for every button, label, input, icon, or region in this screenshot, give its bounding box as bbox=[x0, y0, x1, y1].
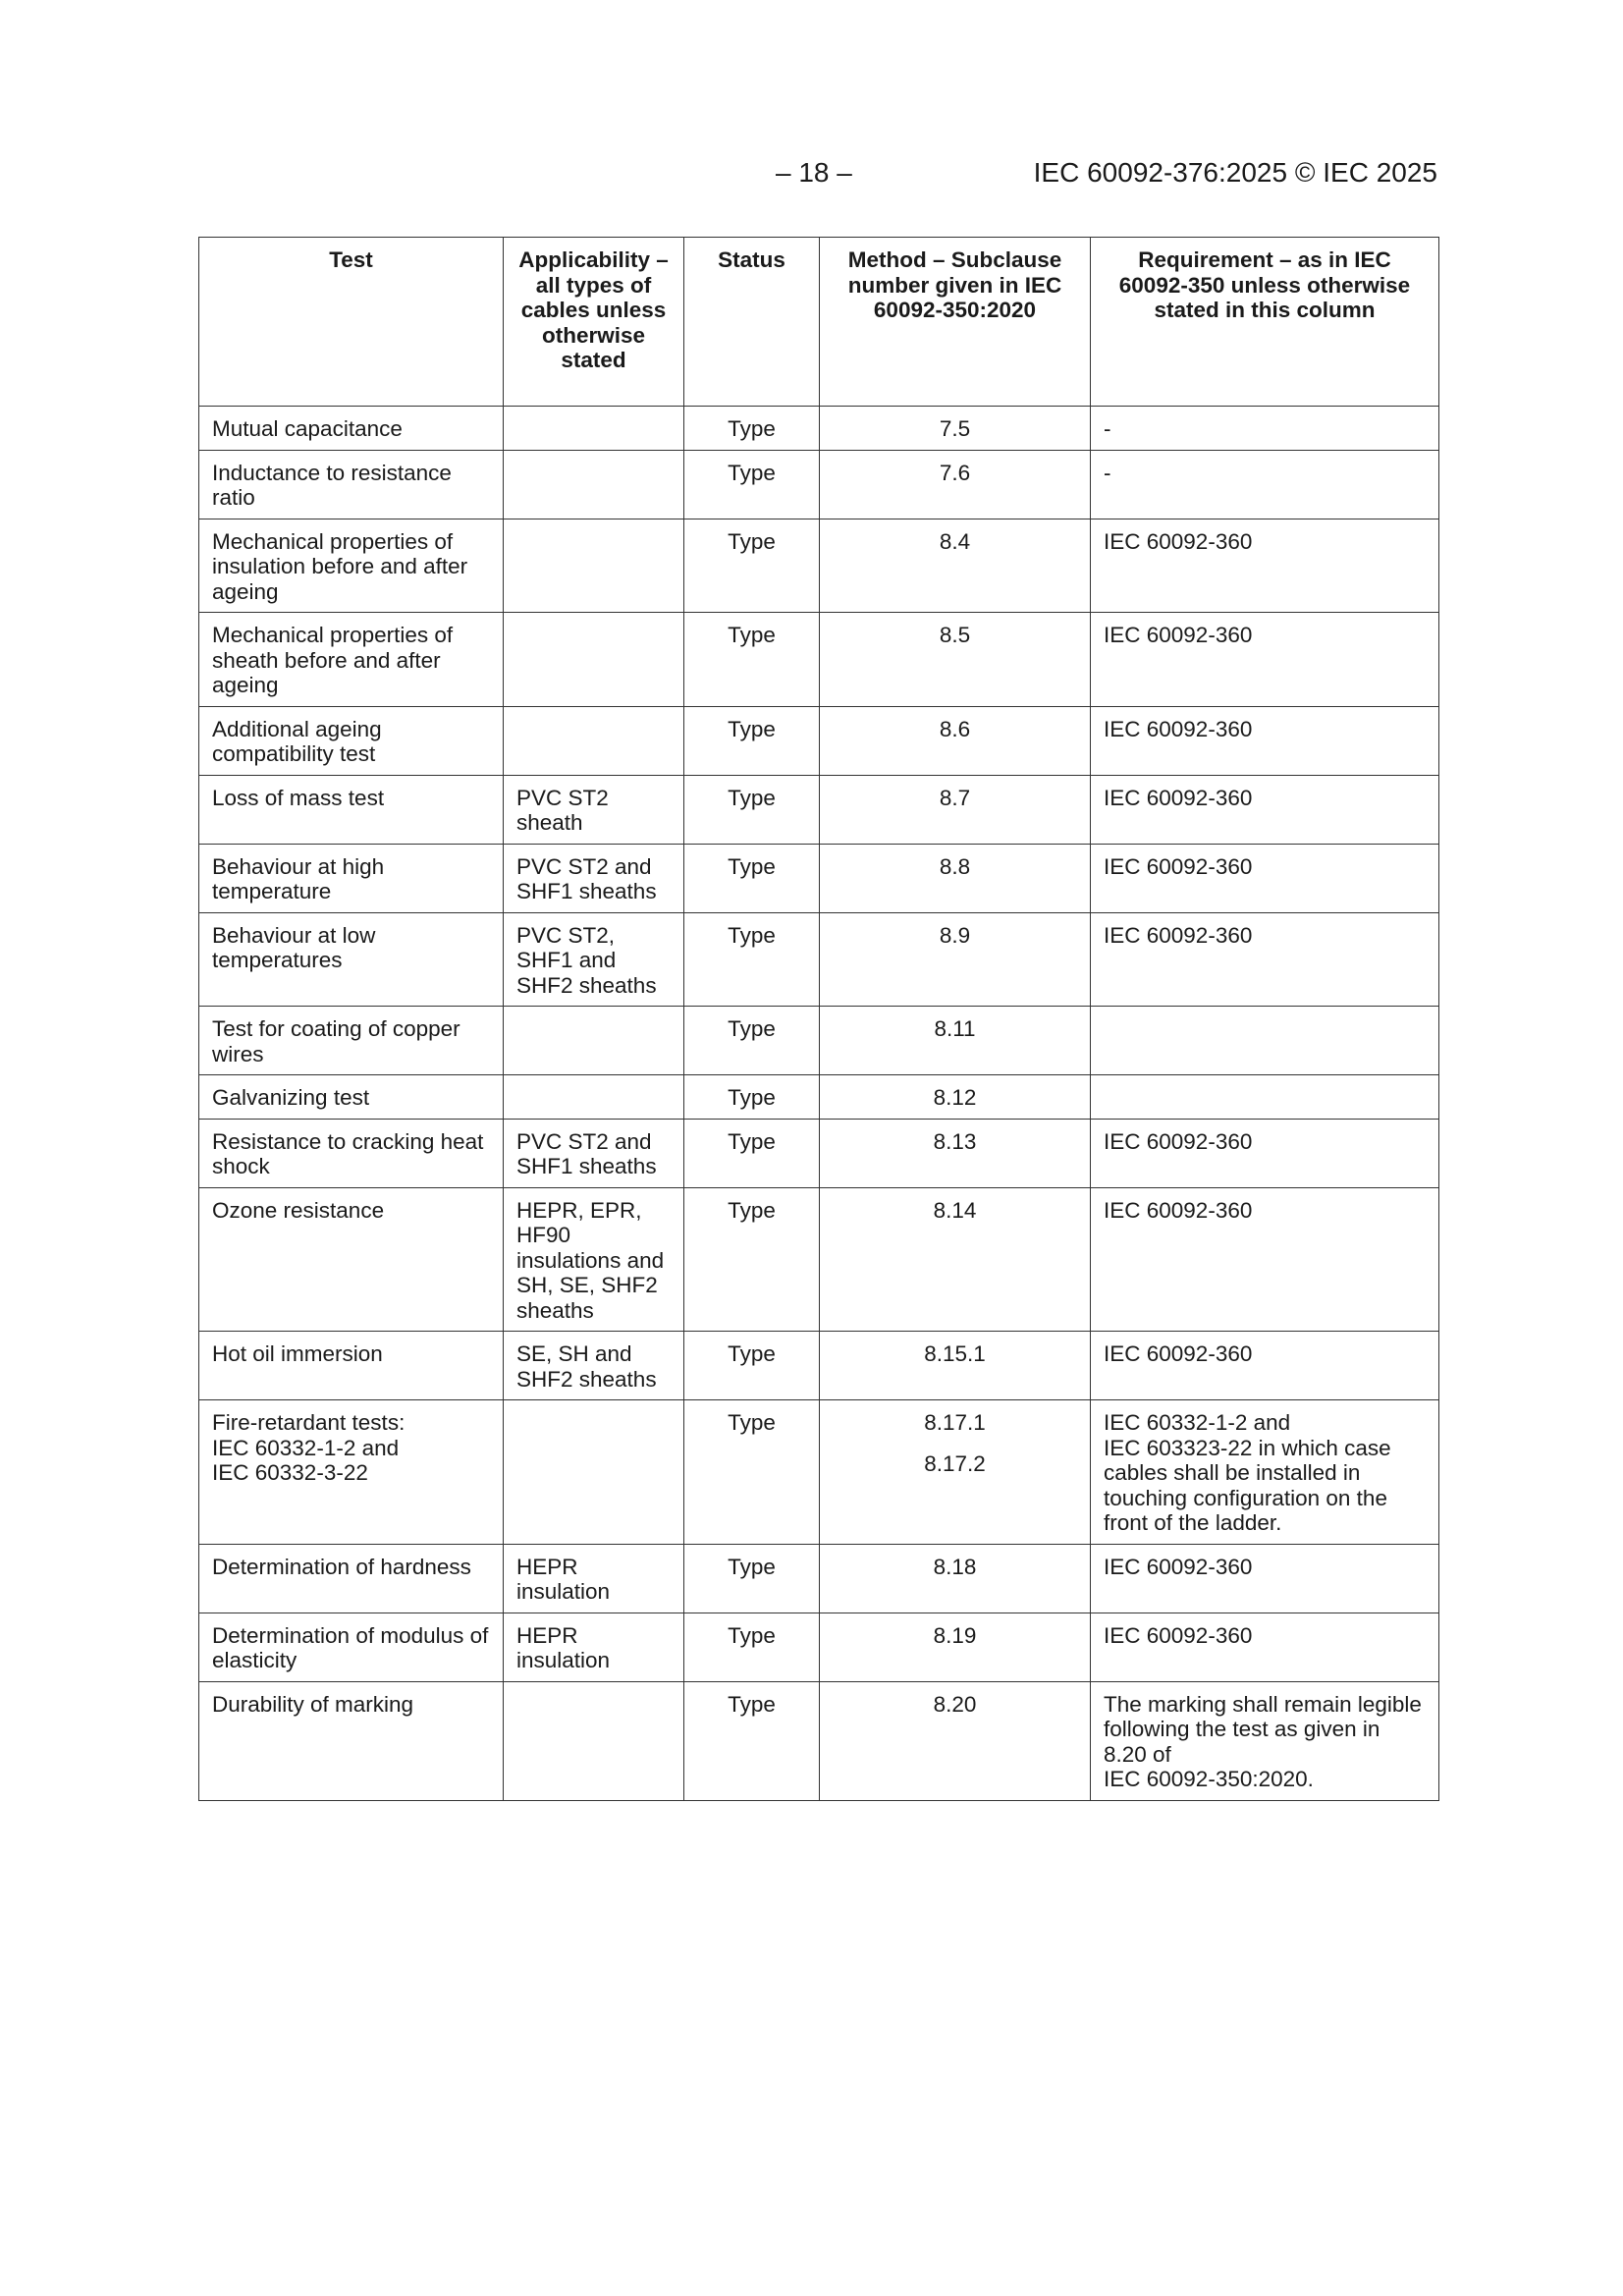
cell-applicability: PVC ST2 and SHF1 sheaths bbox=[504, 844, 684, 912]
method-subclause: 8.15.1 bbox=[924, 1341, 986, 1366]
cell-applicability bbox=[504, 1400, 684, 1545]
cell-method bbox=[820, 519, 1091, 613]
cell-status: Type bbox=[684, 1187, 820, 1332]
cell-requirement: IEC 60092-360 bbox=[1091, 1613, 1439, 1681]
cell-test: Fire-retardant tests: IEC 60332-1-2 and IEC 60332-3-22 bbox=[199, 1400, 504, 1545]
table-row bbox=[199, 706, 1439, 775]
method-subclause: 8.20 bbox=[933, 1691, 977, 1717]
cell-test: Additional ageing compatibility test bbox=[199, 706, 504, 775]
cell-method bbox=[820, 1544, 1091, 1613]
table-header-row bbox=[199, 238, 1439, 407]
method-subclause: 8.13 bbox=[933, 1128, 977, 1154]
cell-applicability: HEPR insulation bbox=[504, 1544, 684, 1613]
table-body bbox=[199, 407, 1439, 1801]
method-subclause: 8.4 bbox=[939, 528, 971, 554]
cell-requirement: IEC 60332-1-2 and IEC 603323-22 in which case cables shall be installed in touching configuration on the front of the ladder. bbox=[1091, 1400, 1439, 1545]
cell-method bbox=[820, 407, 1091, 451]
cell-method bbox=[820, 912, 1091, 1007]
cell-method bbox=[820, 706, 1091, 775]
method-subclause: 7.5 bbox=[939, 416, 971, 441]
cell-status: Type bbox=[684, 706, 820, 775]
table-row bbox=[199, 1119, 1439, 1187]
cell-applicability bbox=[504, 613, 684, 707]
cell-method bbox=[820, 844, 1091, 912]
cell-status: Type bbox=[684, 775, 820, 844]
cell-requirement bbox=[1091, 1007, 1439, 1075]
cell-method bbox=[820, 1187, 1091, 1332]
column-header-requirement: Requirement – as in IEC 60092-350 unless otherwise stated in this column bbox=[1091, 238, 1439, 407]
cell-status: Type bbox=[684, 1075, 820, 1120]
column-header-method: Method – Subclause number given in IEC 60092-350:2020 bbox=[820, 238, 1091, 407]
cell-method bbox=[820, 1332, 1091, 1400]
table-row bbox=[199, 450, 1439, 519]
cell-method bbox=[820, 1681, 1091, 1800]
table-row bbox=[199, 1007, 1439, 1075]
table-row bbox=[199, 1544, 1439, 1613]
table-row bbox=[199, 1075, 1439, 1120]
cell-status: Type bbox=[684, 613, 820, 707]
cell-applicability: HEPR insulation bbox=[504, 1613, 684, 1681]
cell-method bbox=[820, 1613, 1091, 1681]
cell-requirement: IEC 60092-360 bbox=[1091, 613, 1439, 707]
cell-test: Mechanical properties of sheath before and after ageing bbox=[199, 613, 504, 707]
method-subclause: 8.12 bbox=[933, 1085, 977, 1110]
cell-status: Type bbox=[684, 1400, 820, 1545]
cell-applicability bbox=[504, 407, 684, 451]
table-row bbox=[199, 1400, 1439, 1545]
table-row bbox=[199, 775, 1439, 844]
cell-requirement: IEC 60092-360 bbox=[1091, 912, 1439, 1007]
cell-test: Durability of marking bbox=[199, 1681, 504, 1800]
cell-method bbox=[820, 1075, 1091, 1120]
cell-method bbox=[820, 1007, 1091, 1075]
method-subclause: 8.9 bbox=[939, 922, 971, 948]
page-header bbox=[196, 157, 1437, 196]
cell-applicability bbox=[504, 1075, 684, 1120]
method-subclause: 8.18 bbox=[933, 1554, 977, 1579]
table-row bbox=[199, 613, 1439, 707]
cell-status: Type bbox=[684, 1681, 820, 1800]
cell-requirement: The marking shall remain legible following the test as given in 8.20 of IEC 60092-350:2020. bbox=[1091, 1681, 1439, 1800]
cell-requirement: - bbox=[1091, 407, 1439, 451]
method-subclause: 7.6 bbox=[939, 460, 971, 485]
page-number: – 18 – bbox=[776, 157, 852, 188]
cell-status: Type bbox=[684, 1544, 820, 1613]
method-subclause: 8.14 bbox=[933, 1197, 977, 1223]
cell-requirement: IEC 60092-360 bbox=[1091, 706, 1439, 775]
cell-test: Resistance to cracking heat shock bbox=[199, 1119, 504, 1187]
cell-applicability: PVC ST2 sheath bbox=[504, 775, 684, 844]
cell-test: Mutual capacitance bbox=[199, 407, 504, 451]
cell-applicability: HEPR, EPR, HF90 insulations and SH, SE, SHF2 sheaths bbox=[504, 1187, 684, 1332]
method-subclause: 8.19 bbox=[933, 1622, 977, 1648]
cell-test: Hot oil immersion bbox=[199, 1332, 504, 1400]
cell-applicability bbox=[504, 450, 684, 519]
cell-method bbox=[820, 450, 1091, 519]
table-row bbox=[199, 519, 1439, 613]
cell-test: Determination of hardness bbox=[199, 1544, 504, 1613]
cell-applicability bbox=[504, 1681, 684, 1800]
method-subclause: 8.6 bbox=[939, 716, 971, 741]
cell-test: Ozone resistance bbox=[199, 1187, 504, 1332]
cell-method bbox=[820, 1400, 1091, 1545]
cell-test: Loss of mass test bbox=[199, 775, 504, 844]
cell-status: Type bbox=[684, 1613, 820, 1681]
cell-status: Type bbox=[684, 450, 820, 519]
cell-status: Type bbox=[684, 1332, 820, 1400]
cell-test: Inductance to resistance ratio bbox=[199, 450, 504, 519]
cell-test: Test for coating of copper wires bbox=[199, 1007, 504, 1075]
cell-requirement: IEC 60092-360 bbox=[1091, 775, 1439, 844]
table-row bbox=[199, 912, 1439, 1007]
test-requirements-table bbox=[198, 237, 1439, 1801]
cell-applicability: SE, SH and SHF2 sheaths bbox=[504, 1332, 684, 1400]
column-header-test: Test bbox=[199, 238, 504, 407]
cell-method bbox=[820, 775, 1091, 844]
method-subclause: 8.17.1 bbox=[924, 1410, 986, 1435]
cell-method bbox=[820, 1119, 1091, 1187]
cell-test: Determination of modulus of elasticity bbox=[199, 1613, 504, 1681]
table-row bbox=[199, 1681, 1439, 1800]
column-header-applicability: Applicability – all types of cables unless otherwise stated bbox=[504, 238, 684, 407]
cell-requirement: IEC 60092-360 bbox=[1091, 1544, 1439, 1613]
cell-requirement: - bbox=[1091, 450, 1439, 519]
document-reference: IEC 60092-376:2025 © IEC 2025 bbox=[1033, 157, 1437, 188]
cell-status: Type bbox=[684, 1007, 820, 1075]
cell-test: Mechanical properties of insulation before and after ageing bbox=[199, 519, 504, 613]
table-row bbox=[199, 1332, 1439, 1400]
cell-requirement: IEC 60092-360 bbox=[1091, 844, 1439, 912]
cell-test: Galvanizing test bbox=[199, 1075, 504, 1120]
cell-applicability bbox=[504, 706, 684, 775]
cell-status: Type bbox=[684, 912, 820, 1007]
table-row bbox=[199, 407, 1439, 451]
method-subclause: 8.11 bbox=[934, 1016, 976, 1041]
table-row bbox=[199, 844, 1439, 912]
table-row bbox=[199, 1187, 1439, 1332]
cell-status: Type bbox=[684, 1119, 820, 1187]
cell-requirement: IEC 60092-360 bbox=[1091, 519, 1439, 613]
method-subclause: 8.17.2 bbox=[924, 1450, 986, 1476]
cell-requirement: IEC 60092-360 bbox=[1091, 1187, 1439, 1332]
cell-test: Behaviour at low temperatures bbox=[199, 912, 504, 1007]
cell-requirement bbox=[1091, 1075, 1439, 1120]
cell-test: Behaviour at high temperature bbox=[199, 844, 504, 912]
cell-applicability: PVC ST2, SHF1 and SHF2 sheaths bbox=[504, 912, 684, 1007]
method-subclause: 8.8 bbox=[939, 853, 971, 879]
cell-applicability bbox=[504, 1007, 684, 1075]
cell-requirement: IEC 60092-360 bbox=[1091, 1119, 1439, 1187]
cell-method bbox=[820, 613, 1091, 707]
table-row bbox=[199, 1613, 1439, 1681]
cell-applicability bbox=[504, 519, 684, 613]
method-subclause: 8.5 bbox=[939, 623, 971, 647]
cell-status: Type bbox=[684, 519, 820, 613]
cell-status: Type bbox=[684, 844, 820, 912]
cell-applicability: PVC ST2 and SHF1 sheaths bbox=[504, 1119, 684, 1187]
cell-requirement: IEC 60092-360 bbox=[1091, 1332, 1439, 1400]
method-subclause: 8.7 bbox=[939, 785, 971, 810]
column-header-status: Status bbox=[684, 238, 820, 407]
cell-status: Type bbox=[684, 407, 820, 451]
